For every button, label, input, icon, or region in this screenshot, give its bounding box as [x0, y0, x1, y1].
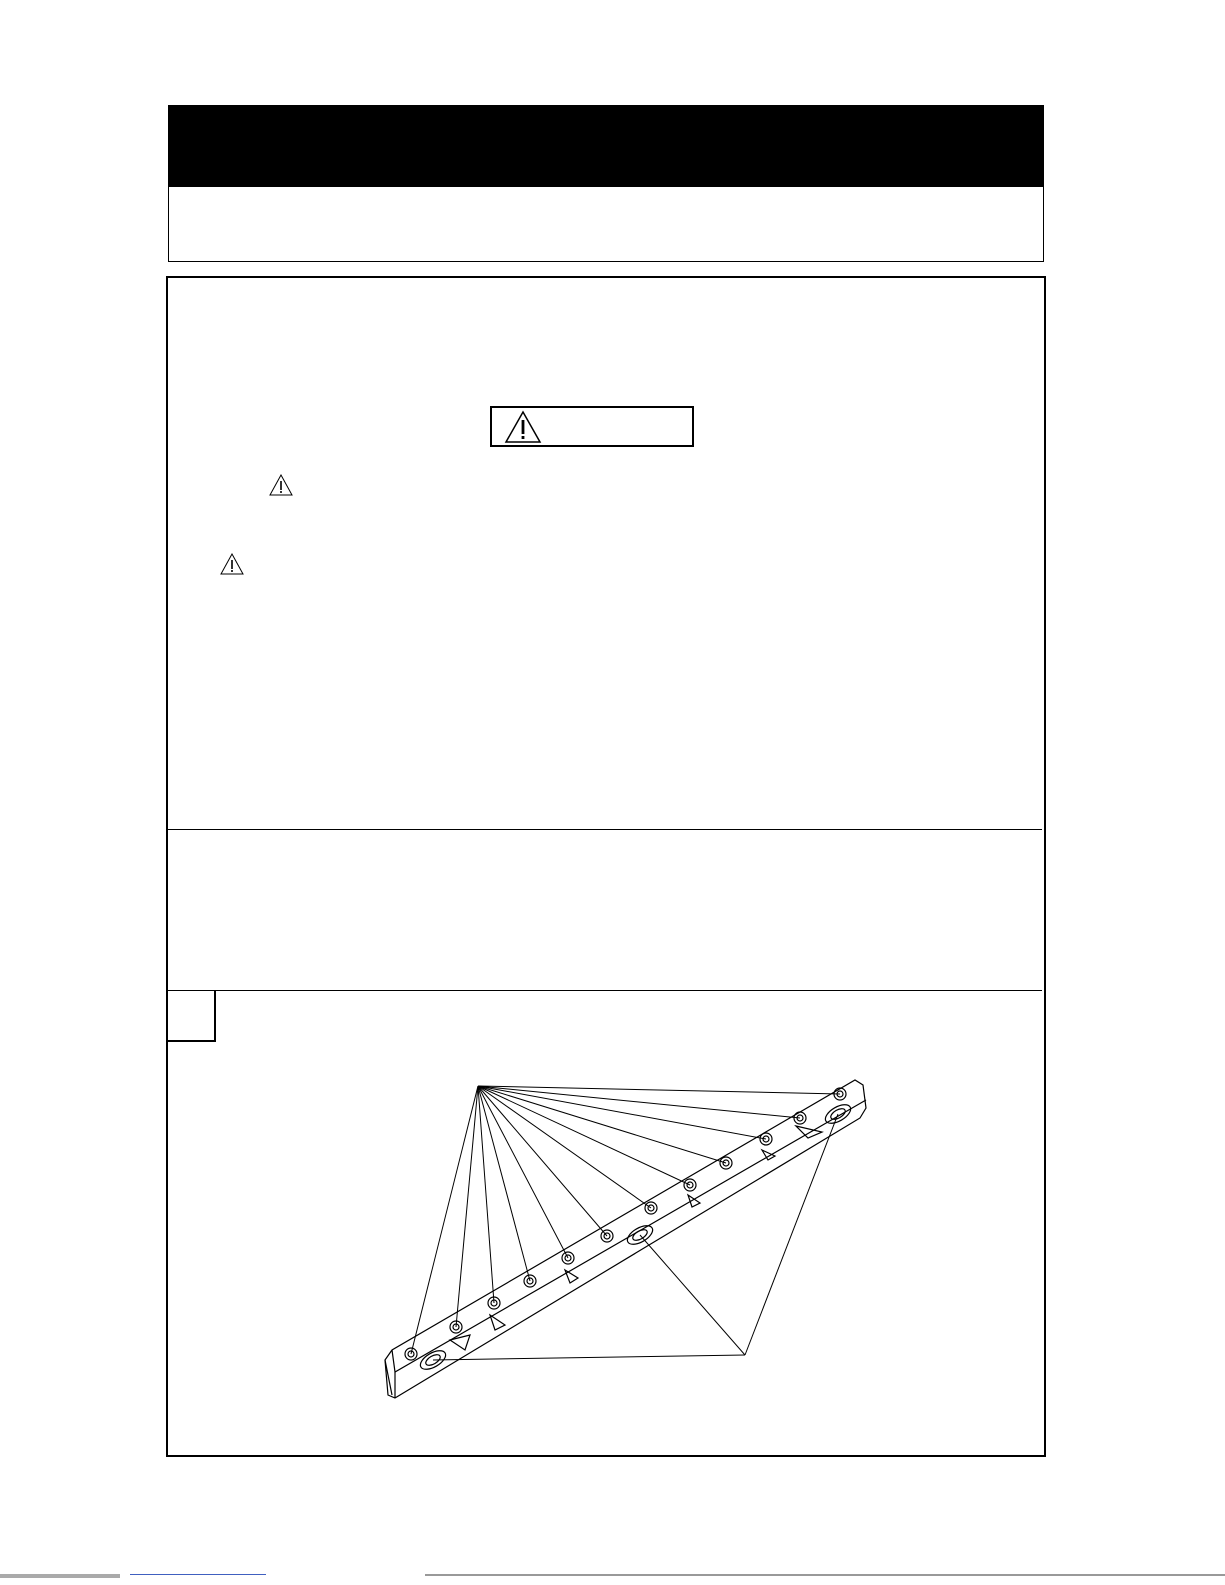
warning-triangle-icon [220, 553, 244, 575]
footer-link-rule [130, 1574, 266, 1575]
footer-rule [425, 1574, 1225, 1576]
subheader-box [168, 187, 1044, 262]
caution-label-box [490, 406, 694, 447]
section-divider [168, 829, 1042, 830]
footer-rule [0, 1574, 120, 1578]
warning-triangle-icon [504, 410, 542, 444]
section-divider [168, 990, 1042, 991]
step-number-box [167, 990, 216, 1042]
header-bar [168, 105, 1044, 187]
warning-triangle-icon [269, 474, 293, 496]
bar-assembly-illustration [370, 1070, 890, 1410]
